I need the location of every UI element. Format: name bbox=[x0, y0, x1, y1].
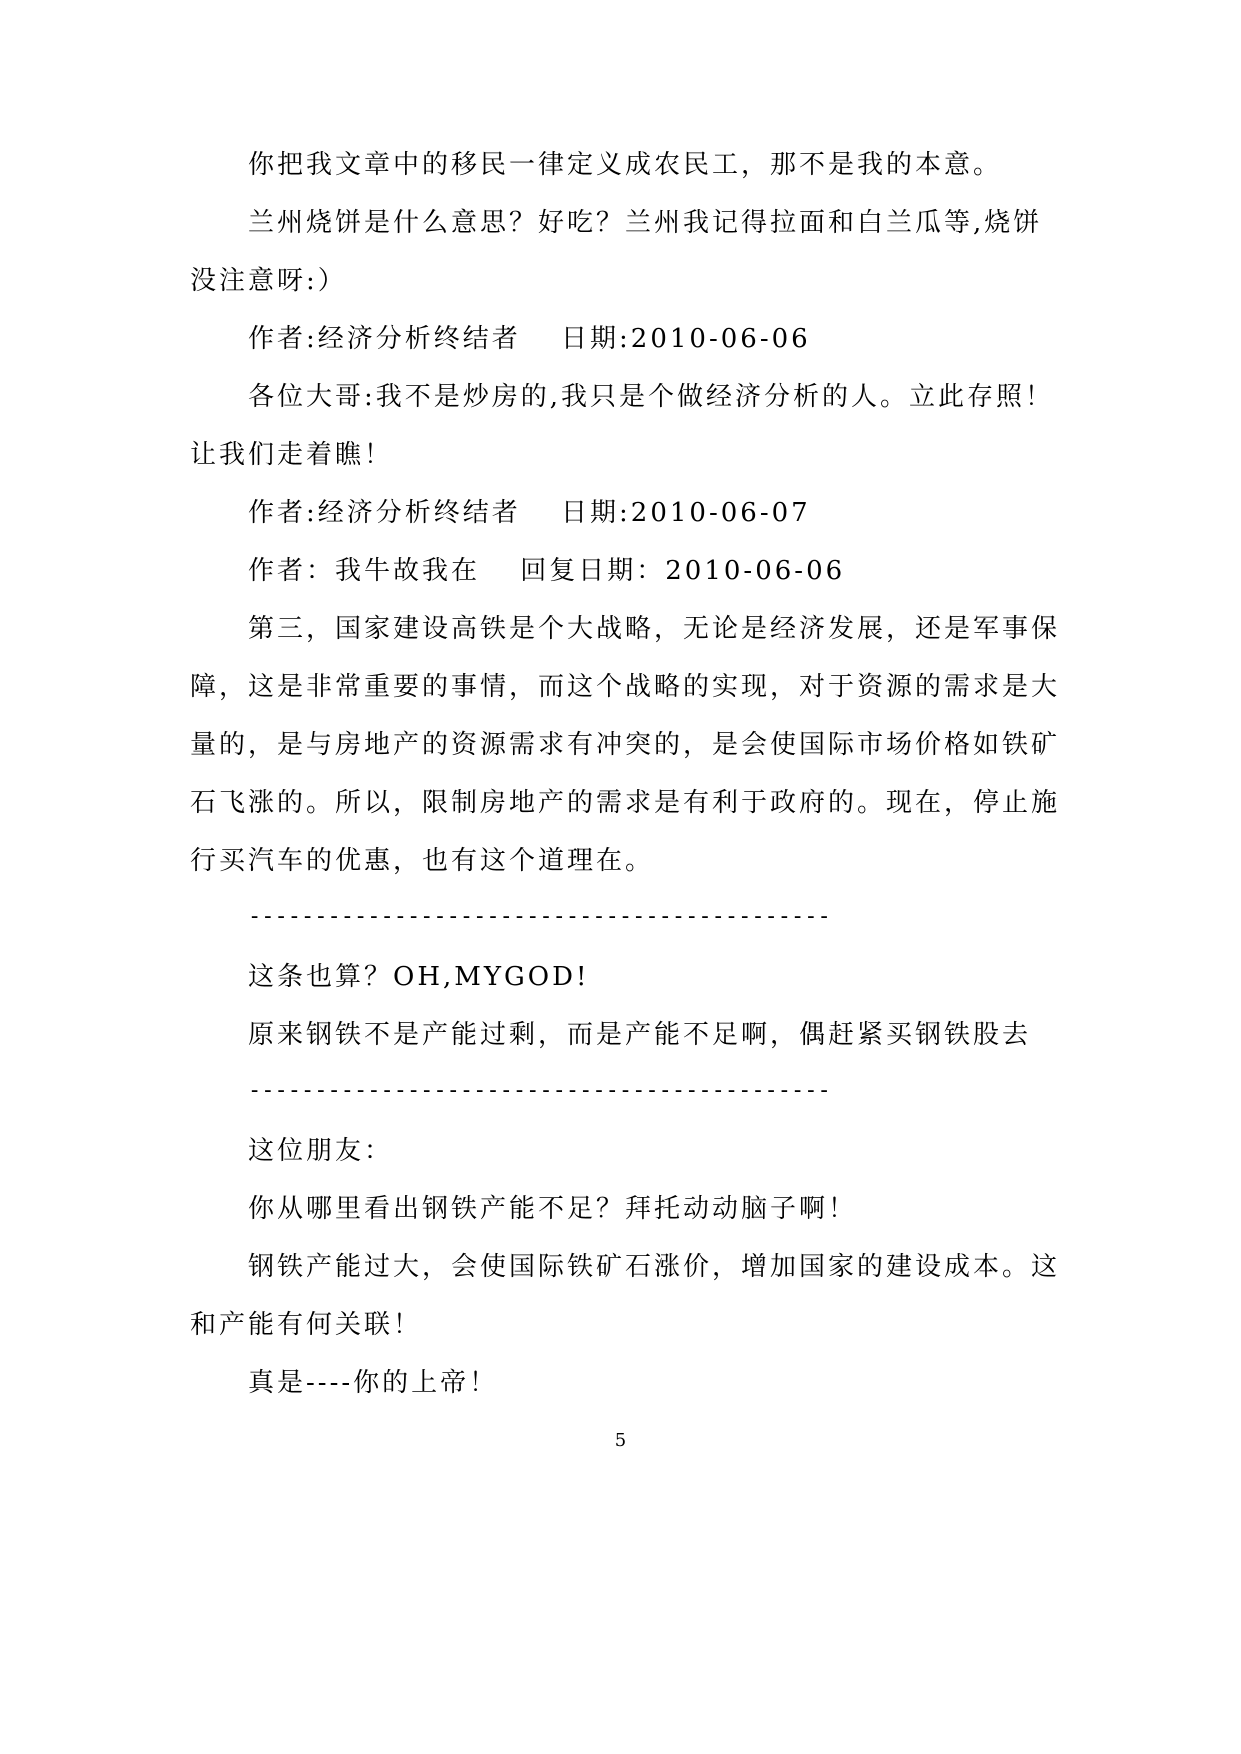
paragraph-line: 让我们走着瞧！ bbox=[190, 440, 394, 470]
paragraph-line: 你把我文章中的移民一律定义成农民工，那不是我的本意。 bbox=[248, 150, 1003, 180]
page-number: 5 bbox=[614, 1430, 627, 1451]
paragraph-line: 量的，是与房地产的资源需求有冲突的，是会使国际市场价格如铁矿 bbox=[190, 730, 1061, 760]
paragraph-line: 石飞涨的。所以，限制房地产的需求是有利于政府的。现在，停止施 bbox=[190, 788, 1061, 818]
author-line: 作者：我牛故我在 回复日期：2010-06-06 bbox=[248, 556, 846, 586]
paragraph-line: 这位朋友： bbox=[248, 1136, 394, 1166]
paragraph-line: 没注意呀:） bbox=[190, 266, 347, 296]
paragraph-line: 你从哪里看出钢铁产能不足？拜托动动脑子啊！ bbox=[248, 1194, 858, 1224]
paragraph-line: 各位大哥:我不是炒房的,我只是个做经济分析的人。立此存照！ bbox=[248, 382, 1055, 412]
paragraph-line: 钢铁产能过大，会使国际铁矿石涨价，增加国家的建设成本。这 bbox=[248, 1252, 1061, 1282]
paragraph-line: 真是----你的上帝！ bbox=[248, 1368, 499, 1398]
paragraph-line: 和产能有何关联！ bbox=[190, 1310, 423, 1340]
separator-line: -------------------------------------------- bbox=[248, 1078, 831, 1103]
paragraph-line: 兰州烧饼是什么意思？好吃？兰州我记得拉面和白兰瓜等,烧饼 bbox=[248, 208, 1043, 238]
paragraph-line: 障，这是非常重要的事情，而这个战略的实现，对于资源的需求是大 bbox=[190, 672, 1061, 702]
paragraph-line: 原来钢铁不是产能过剩，而是产能不足啊，偶赶紧买钢铁股去 bbox=[248, 1020, 1032, 1050]
author-line: 作者:经济分析终结者 日期:2010-06-07 bbox=[248, 498, 811, 528]
paragraph-line: 第三，国家建设高铁是个大战略，无论是经济发展，还是军事保 bbox=[248, 614, 1061, 644]
paragraph-line: 行买汽车的优惠，也有这个道理在。 bbox=[190, 846, 655, 876]
separator-line: -------------------------------------------- bbox=[248, 904, 831, 929]
author-line: 作者:经济分析终结者 日期:2010-06-06 bbox=[248, 324, 811, 354]
paragraph-line: 这条也算？OH,MYGOD! bbox=[248, 962, 590, 992]
